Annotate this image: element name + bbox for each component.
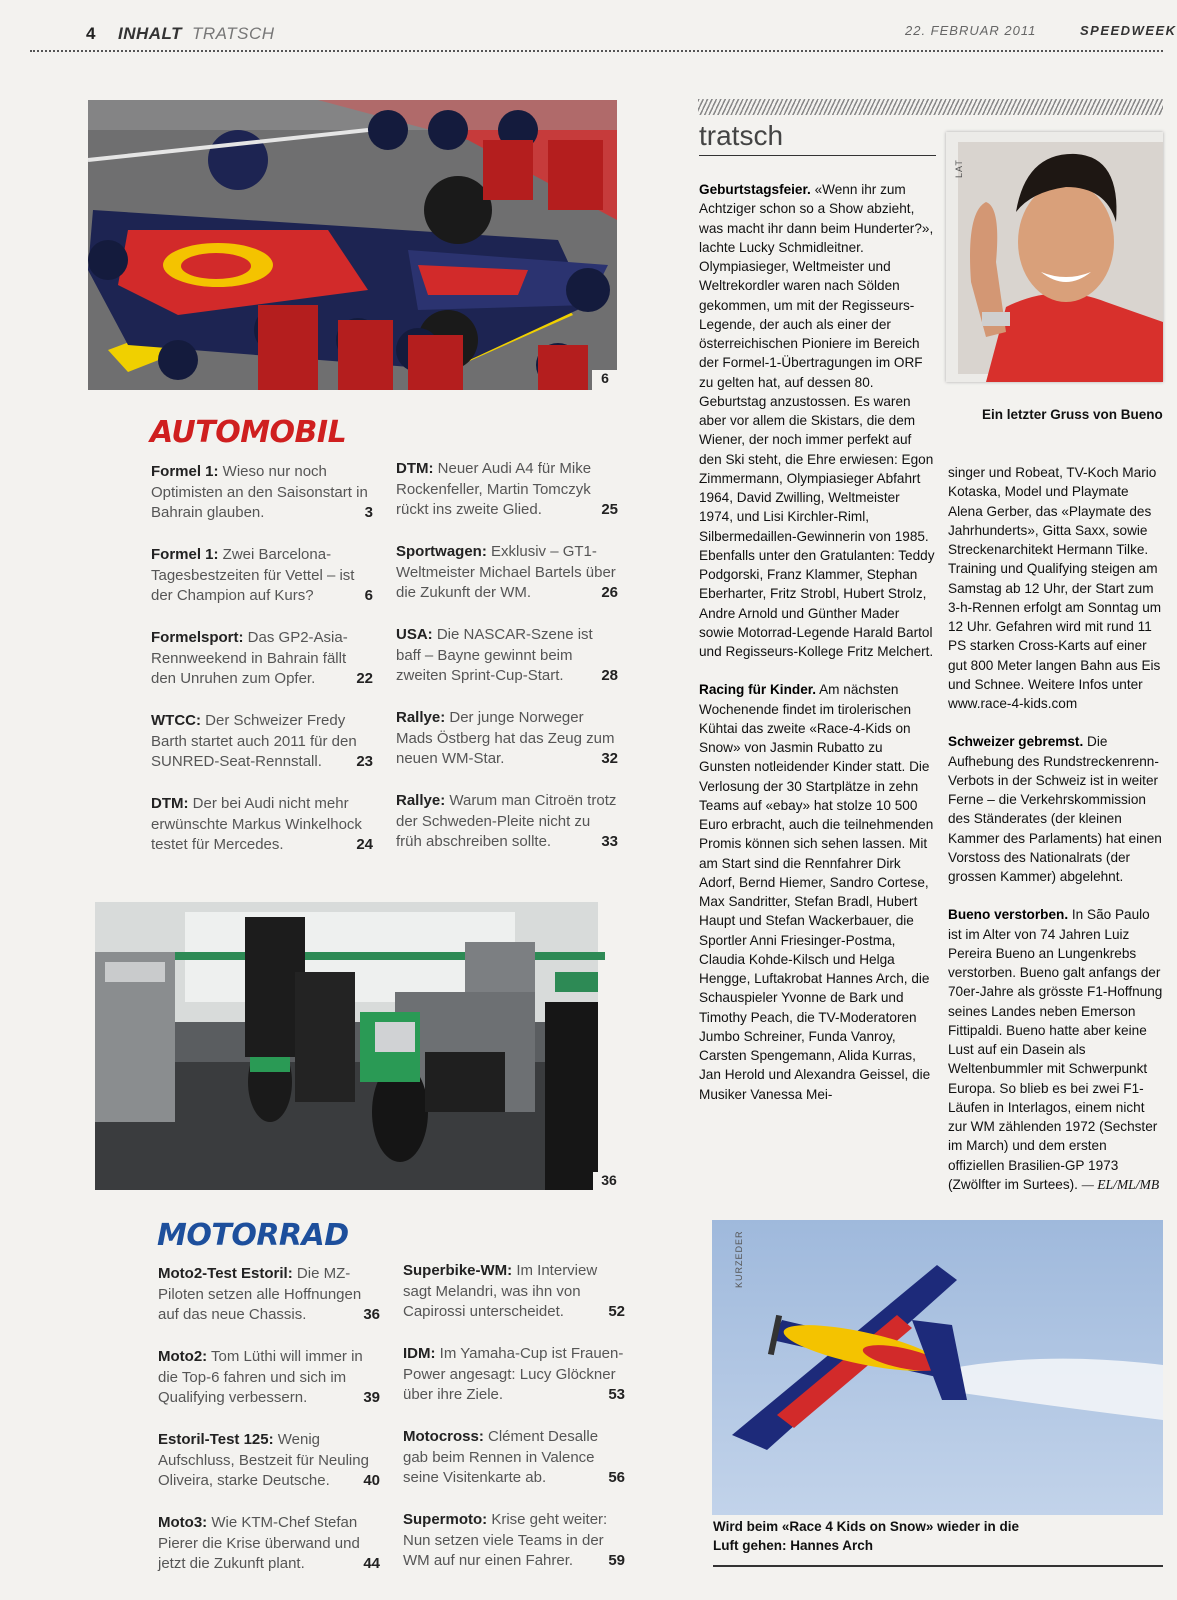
- paragraph-bueno: [948, 905, 1163, 1194]
- toc-text: Clément Desalle gab beim Rennen in Valence seine Visitenkarte ab.: [403, 1428, 599, 1486]
- toc-page: 56: [608, 1469, 625, 1486]
- toc-page: 36: [363, 1306, 380, 1323]
- toc-label: Formel 1:: [151, 546, 219, 563]
- toc-page: 26: [601, 584, 618, 601]
- toc-text: Die MZ-Piloten setzen alle Hoffnungen auf das neue Chassis.: [158, 1265, 362, 1323]
- toc-text: Die NASCAR-Szene ist baff – Bayne gewinnt beim zweiten Sprint-Cup-Start.: [396, 626, 593, 684]
- tratsch-column-1: [699, 180, 935, 1104]
- tratsch-column-2: [948, 463, 1163, 1194]
- tratsch-stripe-bar: [698, 99, 1163, 115]
- toc-page: 22: [356, 670, 373, 687]
- toc-text: Wie KTM-Chef Stefan Pierer die Krise überwand und jetzt die Zukunft plant.: [158, 1514, 360, 1572]
- subsection-label: TRATSCH: [192, 24, 275, 43]
- toc-page: 3: [364, 504, 373, 521]
- toc-text: Zwei Barcelona-Tagesbestzeiten für Vettel – ist der Champion auf Kurs?: [151, 546, 355, 604]
- toc-label: WTCC:: [151, 712, 201, 729]
- toc-page: 6: [364, 587, 373, 604]
- paragraph-continued: [948, 463, 1163, 713]
- toc-label: Motocross:: [403, 1428, 484, 1445]
- toc-label: Rallye:: [396, 709, 446, 726]
- toc-item: [396, 625, 618, 687]
- toc-item: [158, 1513, 380, 1575]
- bueno-portrait-photo: [946, 132, 1163, 382]
- toc-text: Tom Lüthi will immer in die Top-6 fahren und sich im Qualifying verbessern.: [158, 1348, 363, 1406]
- paragraph-text: «Wenn ihr zum Achtziger schon so a Show abzieht, was macht ihr dann beim Hunderter?», lachte Lucky Schmidleitner. Olympiasieger, Weltmeister und Weltrekordler waren nach Sölden gekommen, um mit der Regisseurs-Legende, der auch als einer der österreichischen Pioniere im Bereich der Formel-1-Übertragungen im ORF zu gelten hat, auf dessen 80. Geburtstag anzustossen. Es waren aber vor allem die Skistars, die dem Wiener, der noch immer perfekt auf den Ski steht, die Ehre erwiesen: Egon Zimmermann, Olympiasieger Abfahrt 1964, David Zwilling, Weltmeister 1974, und Lisi Kirchler-Riml, Silbermedaillen-Gewinnerin von 1985. Ebenfalls unter den Gratulanten: Teddy Podgorski, Franz Klammer, Stephan Eberharter, Fritz Strobl, Hubert Strolz, Andre Arnold und Günther Mader sowie Motorrad-Legende Harald Bartol und Regisseurs-Kollege Fritz Melchert.: [699, 182, 935, 659]
- toc-text: Der bei Audi nicht mehr erwünschte Markus Winkelhock testet für Mercedes.: [151, 795, 362, 853]
- paragraph-swiss: [948, 732, 1163, 886]
- toc-page: 23: [356, 753, 373, 770]
- paragraph-racing-kids: [699, 680, 935, 1104]
- toc-label: Sportwagen:: [396, 543, 487, 560]
- paragraph-text: singer und Robeat, TV-Koch Mario Kotaska, Model und Playmate Alena Gerber, das «Playmate des Jahrhunderts», Gitta Saxx, sowie Streckenarchitekt Hermann Tilke. Training und Qualifying steigen am Samstag ab 12 Uhr, der Start zum 3-h-Rennen erfolgt am Sonntag um 12 Uhr. Gefahren wird mit rund 11 PS starken Cross-Karts auf einer gut 800 Meter langen Bahn aus Eis und Schnee. Weitere Infos unter www.race-4-kids.com: [948, 465, 1162, 711]
- toc-label: DTM:: [151, 795, 189, 812]
- paragraph-text: In São Paulo ist im Alter von 74 Jahren Luiz Pereira Bueno an Lungenkrebs verstorben. Bueno galt anfangs der 70er-Jahre als grösste F1-Hoffnung seines Landes neben Emerson Fittipaldi. Bueno hatte aber keine Lust auf ein Dasein als Weltenbummler mit Schwerpunkt Europa. So blieb es bei zwei F1-Läufen in Interlagos, einem nicht zur WM zählenden 1972 (Sechster im March) und dem ersten offiziellen Brasilien-GP 1973 (Zwölfter im Surtees).: [948, 907, 1163, 1192]
- toc-text: Das GP2-Asia-Rennweekend in Bahrain fällt den Unruhen zum Opfer.: [151, 629, 348, 687]
- caption-divider: [713, 1565, 1163, 1567]
- toc-label: Moto3:: [158, 1514, 208, 1531]
- toc-item: [158, 1347, 380, 1409]
- toc-item: [151, 462, 373, 524]
- toc-item: [158, 1430, 380, 1492]
- photo-page-number: 36: [593, 1172, 625, 1192]
- toc-page: 52: [608, 1303, 625, 1320]
- section-label: INHALT: [118, 24, 183, 43]
- toc-item: [151, 545, 373, 607]
- toc-label: IDM:: [403, 1345, 436, 1362]
- toc-item: [151, 794, 373, 856]
- toc-item: [396, 459, 618, 521]
- issue-date: 22. FEBRUAR 2011: [905, 23, 1037, 38]
- toc-text: Krise geht weiter: Nun setzen viele Teams in der WM auf nur einen Fahrer.: [403, 1511, 608, 1569]
- toc-label: Moto2-Test Estoril:: [158, 1265, 293, 1282]
- tratsch-divider: [699, 155, 936, 156]
- toc-text: Im Interview sagt Melandri, was ihn von Capirossi unterscheidet.: [403, 1262, 598, 1320]
- photo-credit: KURZEDER: [734, 1230, 744, 1288]
- motorbike-garage-photo: [95, 902, 598, 1190]
- toc-page: 33: [601, 833, 618, 850]
- toc-text: Im Yamaha-Cup ist Frauen-Power angesagt: Lucy Glöckner über ihre Ziele.: [403, 1345, 624, 1403]
- toc-label: Superbike-WM:: [403, 1262, 513, 1279]
- toc-item: [403, 1510, 625, 1572]
- toc-label: Rallye:: [396, 792, 446, 809]
- toc-item: [396, 708, 618, 770]
- magazine-brand: SPEEDWEEK: [1080, 23, 1177, 38]
- toc-page: 28: [601, 667, 618, 684]
- toc-label: Formelsport:: [151, 629, 244, 646]
- toc-text: Der junge Norweger Mads Östberg hat das Zeug zum neuen WM-Star.: [396, 709, 615, 767]
- toc-text: Wieso nur noch Optimisten an den Saisonstart in Bahrain glauben.: [151, 463, 368, 521]
- toc-item: [396, 542, 618, 604]
- toc-item: [151, 628, 373, 690]
- automobil-heading: AUTOMOBIL: [150, 415, 347, 450]
- toc-page: 44: [363, 1555, 380, 1572]
- toc-label: Estoril-Test 125:: [158, 1431, 274, 1448]
- paragraph-text: Die Aufhebung des Rundstreckenrenn-Verbots in der Schweiz ist in weiter Ferne – die Verkehrskommission des Ständerates (der kleinen Kammer des Parlaments) hat einen Vorstoss des Nationalrats (der grossen Kammer) abgelehnt.: [948, 734, 1162, 884]
- author-signature: — EL/ML/MB: [1081, 1176, 1160, 1192]
- header-divider: [30, 50, 1163, 52]
- toc-label: USA:: [396, 626, 433, 643]
- paragraph-label: Racing für Kinder.: [699, 682, 817, 698]
- redbull-plane-photo: [712, 1220, 1163, 1515]
- toc-label: DTM:: [396, 460, 434, 477]
- portrait-caption: Ein letzter Gruss von Bueno: [982, 407, 1163, 422]
- tratsch-heading: tratsch: [699, 120, 784, 151]
- toc-text: Warum man Citroën trotz der Schweden-Pleite nicht zu früh abschreiben sollte.: [396, 792, 617, 850]
- toc-page: 59: [608, 1552, 625, 1569]
- redbull-pitstop-photo: [88, 100, 617, 390]
- paragraph-label: Schweizer gebremst.: [948, 734, 1084, 750]
- toc-text: Neuer Audi A4 für Mike Rockenfeller, Martin Tomczyk rückt ins zweite Glied.: [396, 460, 592, 518]
- paragraph-label: Bueno verstorben.: [948, 907, 1069, 923]
- toc-item: [158, 1264, 380, 1326]
- toc-page: 32: [601, 750, 618, 767]
- page-number: 4: [86, 24, 96, 43]
- toc-text: Der Schweizer Fredy Barth startet auch 2011 für den SUNRED-Seat-Rennstall.: [151, 712, 357, 770]
- paragraph-birthday: [699, 180, 935, 661]
- toc-page: 39: [363, 1389, 380, 1406]
- toc-page: 24: [356, 836, 373, 853]
- toc-label: Supermoto:: [403, 1511, 488, 1528]
- toc-page: 40: [363, 1472, 380, 1489]
- toc-item: [151, 711, 373, 773]
- toc-item: [396, 791, 618, 853]
- toc-item: [403, 1344, 625, 1406]
- paragraph-text: Am nächsten Wochenende findet im tirolerischen Kühtai das zweite «Race-4-Kids on Snow» von Jasmin Rubatto zu Gunsten notleidender Kinder statt. Die Verlosung der 30 Startplätze in zehn Teams auf «ebay» hat stolze 10 500 Euro erbracht, auch die teilnehmenden Promis können sich sehen lassen. Mit am Start sind die Rennfahrer Dirk Adorf, Bernd Hiemer, Sandro Cortese, Max Sandritter, Stefan Bradl, Hubert Haupt und Stefan Wackerbauer, die Sportler Anni Friesinger-Postma, Claudia Kohde-Kilsch und Helga Hengge, Luftakrobat Hannes Arch, die Schauspieler Yvonne de Bark und Timothy Peach, die TV-Moderatoren Jumbo Schreiner, Funda Vanroy, Carsten Spengemann, Alida Kurras, Jan Herold und Alexandra Geissel, die Musiker Vanessa Mei-: [699, 682, 934, 1102]
- toc-item: [403, 1261, 625, 1323]
- toc-page: 25: [601, 501, 618, 518]
- motorrad-heading: MOTORRAD: [157, 1218, 349, 1253]
- photo-page-number: 6: [592, 370, 618, 390]
- photo-credit: LAT: [954, 159, 964, 178]
- toc-text: Wenig Aufschluss, Bestzeit für Neuling Oliveira, starke Deutsche.: [158, 1431, 369, 1489]
- plane-caption: Wird beim «Race 4 Kids on Snow» wieder in die Luft gehen: Hannes Arch: [713, 1519, 1019, 1553]
- toc-text: Exklusiv – GT1-Weltmeister Michael Bartels über die Zukunft der WM.: [396, 543, 616, 601]
- paragraph-label: Geburtstagsfeier.: [699, 182, 811, 197]
- toc-label: Formel 1:: [151, 463, 219, 480]
- toc-label: Moto2:: [158, 1348, 208, 1365]
- toc-page: 53: [608, 1386, 625, 1403]
- toc-item: [403, 1427, 625, 1489]
